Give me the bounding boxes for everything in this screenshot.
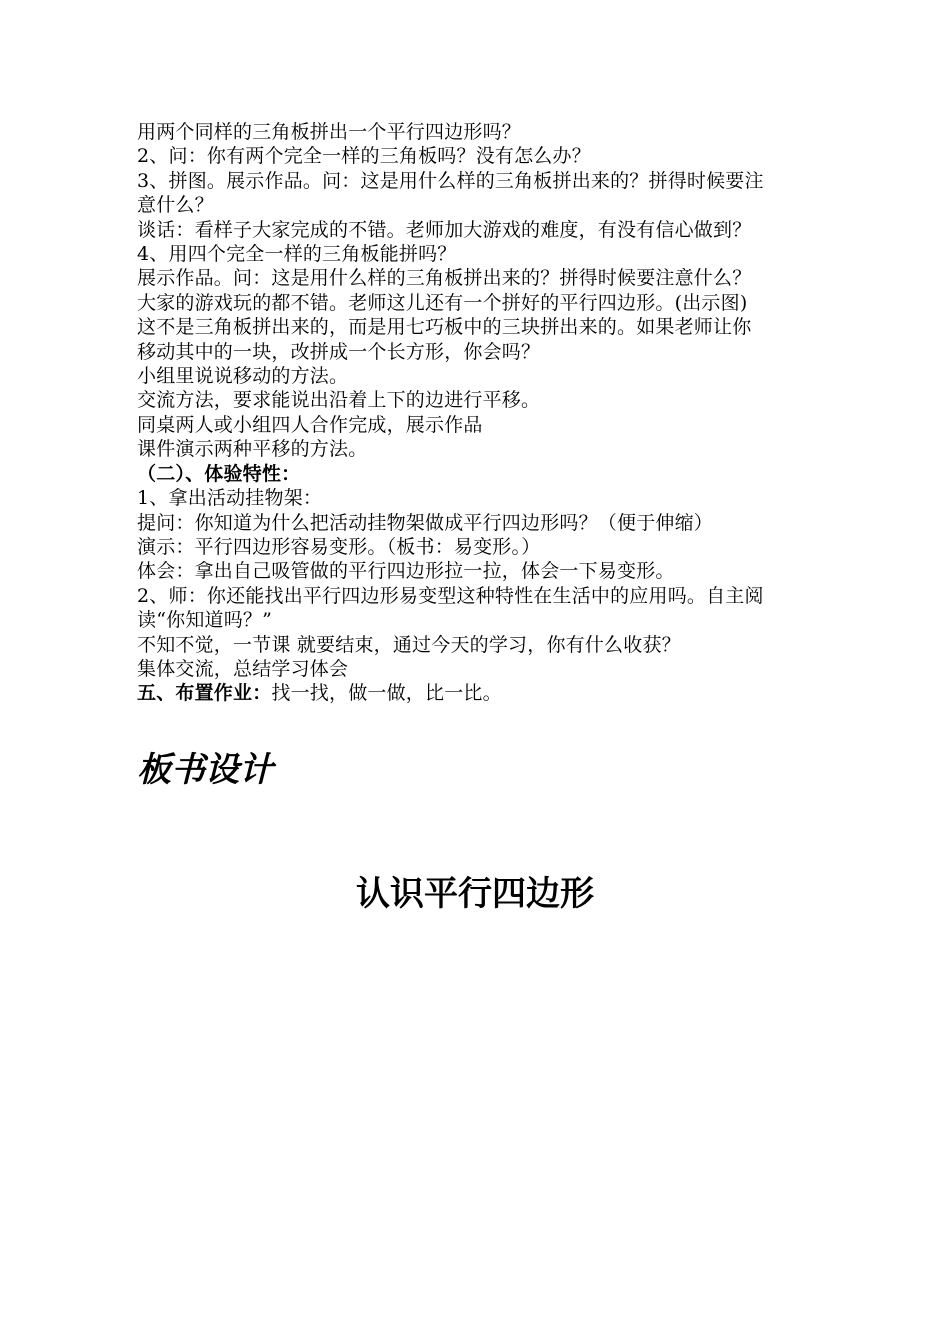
text-line: 大家的游戏玩的都不错。老师这儿还有一个拼好的平行四边形。(出示图) — [137, 291, 748, 314]
text-line: 体会：拿出自己吸管做的平行四边形拉一拉，体会一下易变形。 — [137, 560, 675, 583]
text-line: 4、用四个完全一样的三角板能拼吗？ — [137, 243, 457, 266]
homework-label: 五、布置作业： — [137, 682, 272, 705]
text-line: 谈话：看样子大家完成的不错。老师加大游戏的难度，有没有信心做到？ — [137, 218, 752, 241]
text-line: 用两个同样的三角板拼出一个平行四边形吗？ — [137, 121, 522, 143]
lesson-body — [137, 120, 842, 706]
text-line: 集体交流，总结学习体会 — [137, 657, 349, 680]
text-line: 不知不觉，一节课 就要结束，通过今天的学习，你有什么收获？ — [137, 633, 681, 656]
text-line: 课件演示两种平移的方法。 — [137, 438, 368, 461]
text-line: 小组里说说移动的方法。 — [137, 365, 349, 388]
experience-section-heading: （二）、体验特性： — [137, 462, 301, 485]
text-line: 3、拼图。展示作品。问：这是用什么样的三角板拼出来的？拼得时候要注 — [137, 169, 764, 192]
board-title: 认识平行四边形 — [356, 874, 594, 914]
text-line: 读“你知道吗？” — [137, 609, 273, 632]
homework-line — [137, 681, 842, 705]
text-line: 1、拿出活动挂物架： — [137, 487, 323, 510]
text-line: 2、师：你还能找出平行四边形易变型这种特性在生活中的应用吗。自主阅 — [137, 584, 764, 607]
text-line: 提问：你知道为什么把活动挂物架做成平行四边形吗？（便于伸缩） — [137, 511, 714, 534]
text-line: 意什么？ — [137, 194, 214, 217]
homework-text: 找一找，做一做，比一比。 — [271, 682, 502, 705]
text-line: 同桌两人或小组四人合作完成，展示作品 — [137, 413, 483, 436]
text-line: 这不是三角板拼出来的，而是用七巧板中的三块拼出来的。如果老师让你 — [137, 316, 752, 339]
text-line: 交流方法，要求能说出沿着上下的边进行平移。 — [137, 389, 541, 412]
text-line: 2、问：你有两个完全一样的三角板吗？没有怎么办？ — [137, 145, 591, 168]
board-design-heading: 板书设计 — [137, 750, 273, 790]
text-line: 移动其中的一块，改拼成一个长方形，你会吗？ — [137, 340, 541, 363]
text-line: 展示作品。问：这是用什么样的三角板拼出来的？拼得时候要注意什么？ — [137, 267, 752, 290]
text-line: 演示：平行四边形容易变形。（板书：易变形。） — [137, 535, 541, 558]
